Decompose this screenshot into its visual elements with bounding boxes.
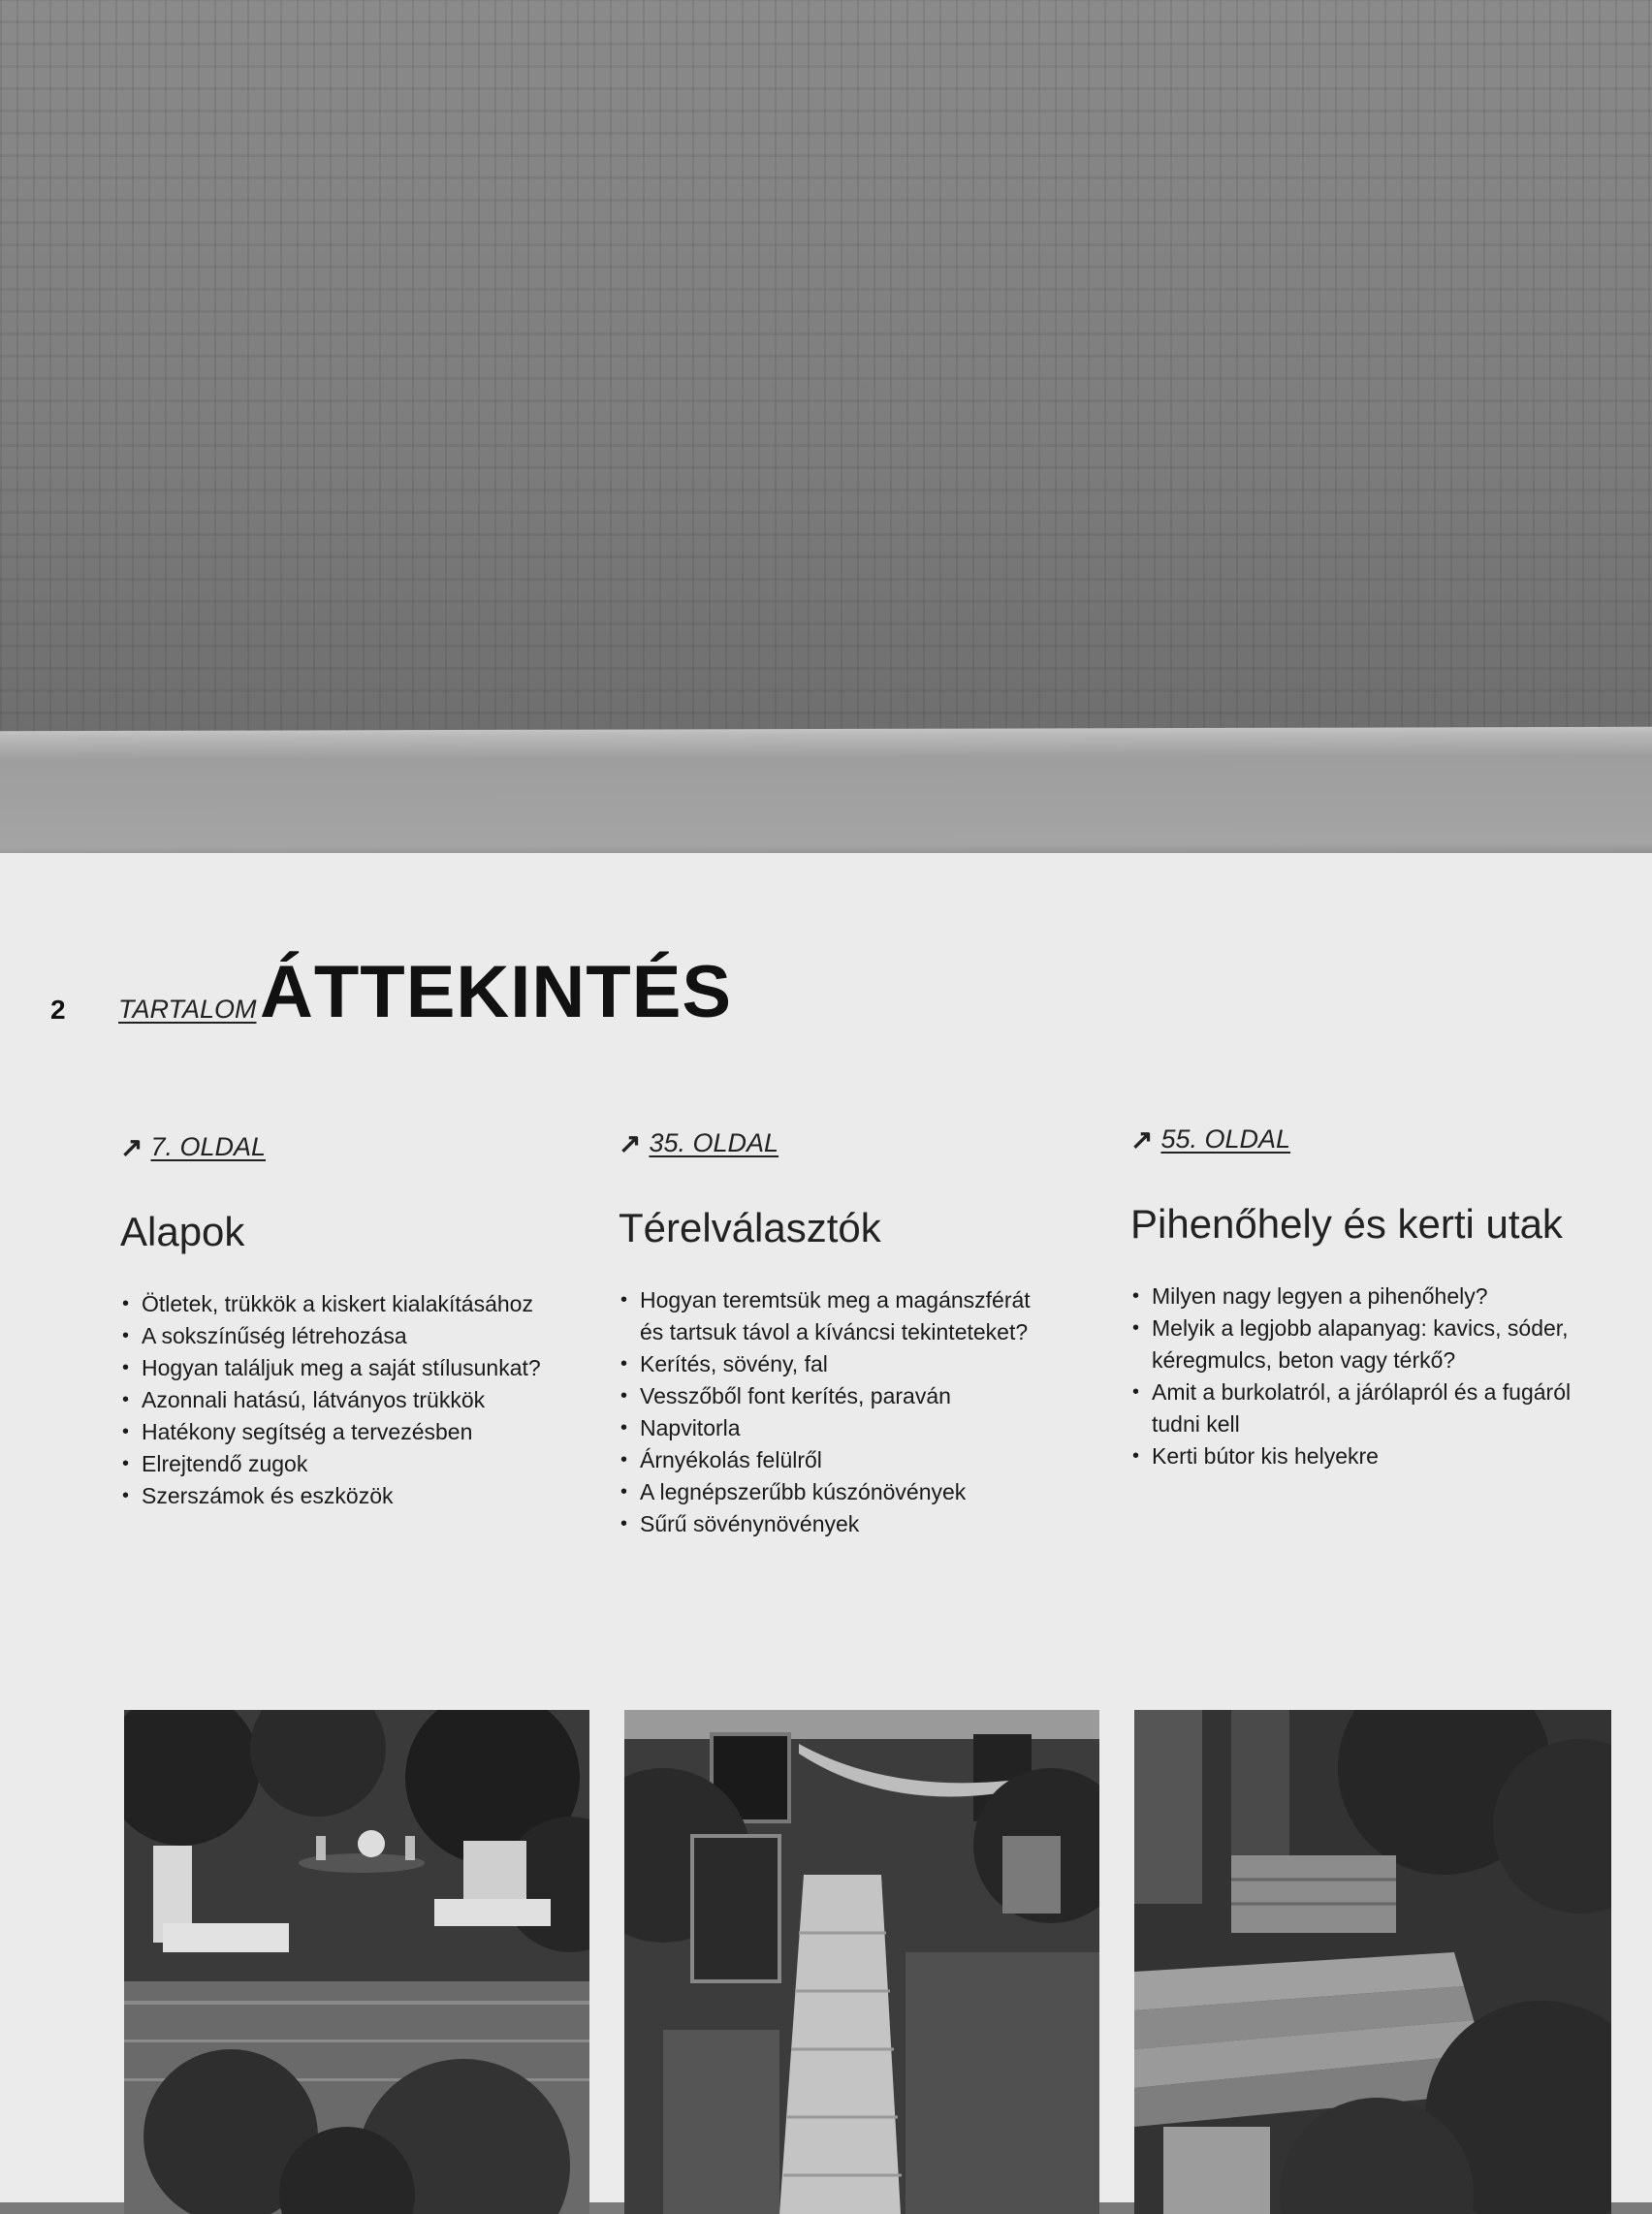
page-number: 2 (50, 995, 66, 1025)
arrow-up-right-icon: ↗ (619, 1127, 642, 1158)
page-reference[interactable] (619, 1128, 1045, 1158)
book-page (0, 853, 1652, 2202)
garden-steps-planter-photo (1134, 1710, 1611, 2214)
list-item: • Milyen nagy legyen a pihenőhely? (1130, 1281, 1596, 1313)
list-item: • Sűrű sövénynövények (619, 1508, 1045, 1540)
topic-list (120, 1288, 547, 1512)
arrow-up-right-icon: ↗ (120, 1131, 143, 1162)
list-item: • Kerítés, sövény, fal (619, 1348, 1045, 1380)
arrow-up-right-icon: ↗ (1130, 1123, 1154, 1154)
garden-patio-photo (124, 1710, 589, 2214)
list-item: • Hogyan találjuk meg a saját stílusunkat? (120, 1352, 547, 1384)
topic-list (1130, 1281, 1596, 1472)
page-reference-label: 7. OLDAL (150, 1132, 267, 1161)
list-item: • A legnépszerűbb kúszónövények (619, 1476, 1045, 1508)
list-item: • Hatékony segítség a tervezésben (120, 1416, 547, 1448)
list-item: • Amit a burkolatról, a járólapról és a fugáról tudni kell (1130, 1376, 1596, 1440)
topic-list (619, 1284, 1045, 1540)
list-item: • Szerszámok és eszközök (120, 1480, 547, 1512)
list-item: • Azonnali hatású, látványos trükkök (120, 1384, 547, 1416)
list-item: • Napvitorla (619, 1412, 1045, 1444)
toc-column-terelvalasztok (619, 1128, 1045, 1540)
table-surface-background (0, 0, 1652, 737)
page-reference[interactable] (1130, 1124, 1596, 1154)
page-reference-label: 35. OLDAL (649, 1128, 779, 1157)
garden-path-hammock-photo (624, 1710, 1099, 2214)
column-heading: Pihenőhely és kerti utak (1130, 1201, 1563, 1247)
book-cover-edge (0, 727, 1652, 859)
list-item: • Elrejtendő zugok (120, 1448, 547, 1480)
page-reference-label: 55. OLDAL (1160, 1124, 1291, 1154)
list-item: • Vesszőből font kerítés, paraván (619, 1380, 1045, 1412)
list-item: • Árnyékolás felülről (619, 1444, 1045, 1476)
toc-column-alapok (120, 1132, 547, 1512)
list-item: • Ötletek, trükkök a kiskert kialakításához (120, 1288, 547, 1320)
column-heading: Térelválasztók (619, 1205, 881, 1250)
toc-column-pihenohely (1130, 1124, 1596, 1472)
list-item: • Kerti bútor kis helyekre (1130, 1440, 1596, 1472)
list-item: • A sokszínűség létrehozása (120, 1320, 547, 1352)
column-heading: Alapok (120, 1209, 245, 1254)
list-item: • Melyik a legjobb alapanyag: kavics, sóder, kéregmulcs, beton vagy térkő? (1130, 1313, 1596, 1376)
list-item: • Hogyan teremtsük meg a magánszférát és tartsuk távol a kíváncsi tekinteteket? (619, 1284, 1045, 1348)
section-label: TARTALOM (118, 995, 257, 1024)
page-title: ÁTTEKINTÉS (260, 951, 733, 1033)
page-reference[interactable] (120, 1132, 547, 1162)
